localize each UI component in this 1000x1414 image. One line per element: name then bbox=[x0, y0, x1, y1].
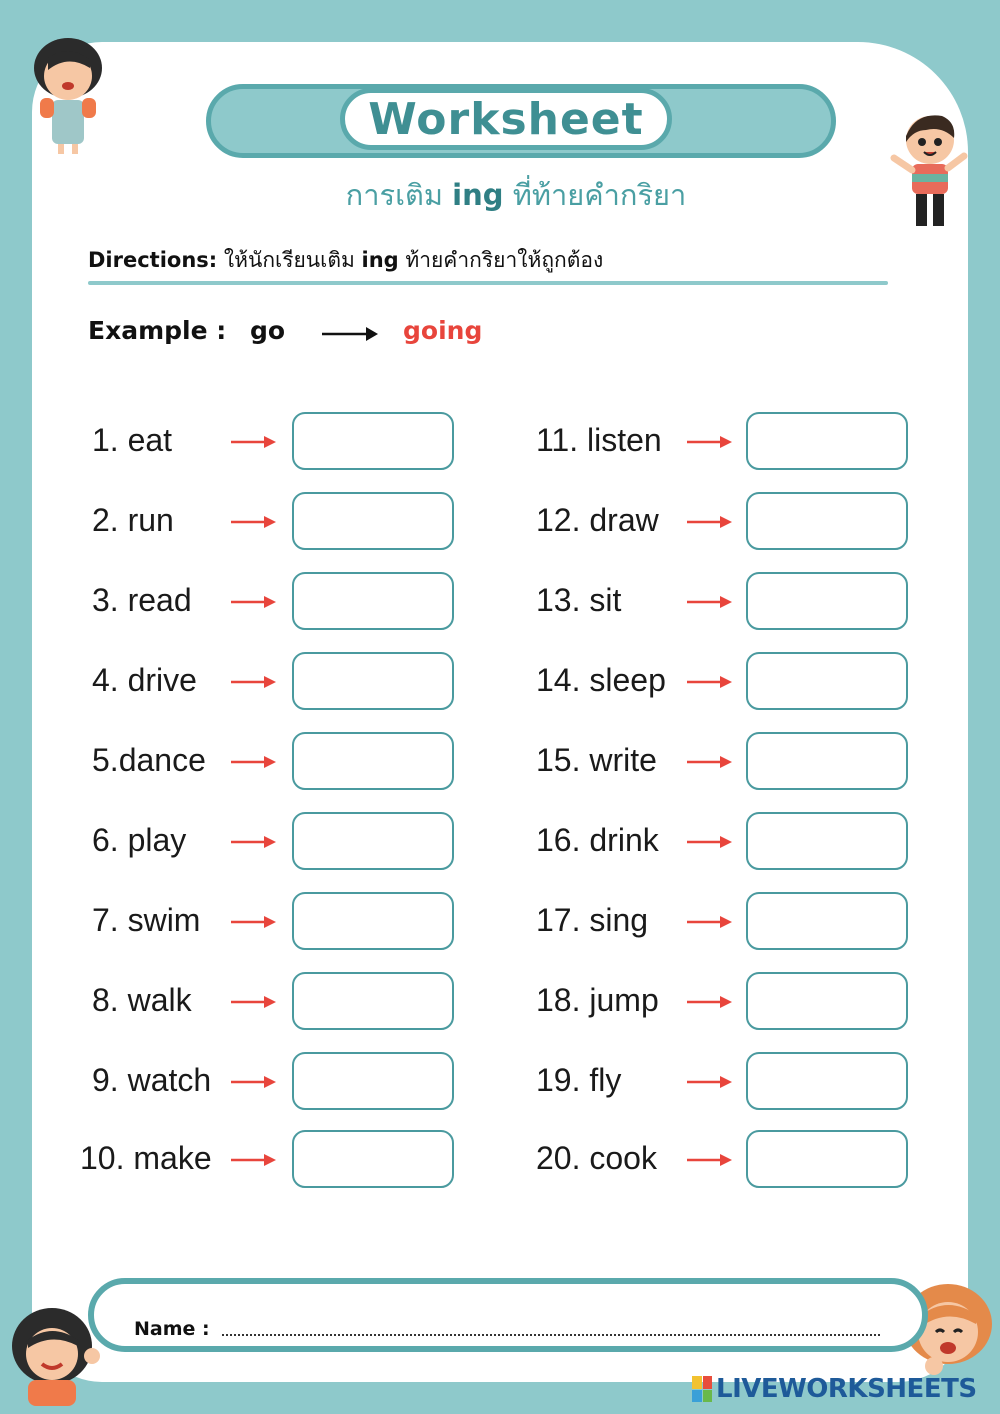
title-badge bbox=[340, 88, 672, 150]
answer-box[interactable] bbox=[746, 972, 908, 1030]
subtitle-pre: การเติม bbox=[345, 178, 453, 212]
exercise-word: 11. listen bbox=[536, 422, 662, 458]
exercise-word: 10. make bbox=[80, 1140, 212, 1176]
answer-box[interactable] bbox=[746, 1130, 908, 1188]
exercise-word: 19. fly bbox=[536, 1062, 622, 1098]
crying-girl-illustration bbox=[18, 28, 118, 158]
answer-box[interactable] bbox=[746, 412, 908, 470]
arrow-right-icon bbox=[320, 324, 380, 344]
arrow-right-icon bbox=[686, 514, 734, 530]
arrow-right-icon bbox=[686, 754, 734, 770]
answer-box[interactable] bbox=[746, 732, 908, 790]
logo-mark-icon bbox=[692, 1376, 712, 1402]
exercise-word: 8. walk bbox=[92, 982, 192, 1018]
exercise-word: 13. sit bbox=[536, 582, 622, 618]
answer-box[interactable] bbox=[746, 492, 908, 550]
arrow-right-icon bbox=[686, 1152, 734, 1168]
exercise-word: 7. swim bbox=[92, 902, 201, 938]
exercise-item bbox=[0, 1130, 1000, 1190]
exercise-item bbox=[0, 892, 1000, 952]
exercise-item bbox=[0, 732, 1000, 792]
example-answer: going bbox=[403, 316, 483, 345]
exercise-word: 20. cook bbox=[536, 1140, 657, 1176]
answer-box[interactable] bbox=[746, 572, 908, 630]
subtitle bbox=[0, 172, 1000, 218]
exercise-word: 3. read bbox=[92, 582, 192, 618]
arrow-right-icon bbox=[686, 1074, 734, 1090]
directions bbox=[88, 244, 603, 277]
arrow-right-icon bbox=[686, 834, 734, 850]
exercise-item bbox=[0, 652, 1000, 712]
exercise-item bbox=[0, 812, 1000, 872]
exercise-word: 16. drink bbox=[536, 822, 659, 858]
answer-box[interactable] bbox=[746, 892, 908, 950]
liveworksheets-logo bbox=[692, 1374, 977, 1404]
answer-box[interactable] bbox=[746, 652, 908, 710]
page-title: Worksheet bbox=[368, 93, 644, 145]
example-row bbox=[88, 316, 588, 352]
name-label: Name : bbox=[134, 1318, 210, 1340]
answer-box[interactable] bbox=[746, 1052, 908, 1110]
exercise-word: 5.dance bbox=[92, 742, 206, 778]
exercise-item bbox=[0, 1052, 1000, 1112]
directions-text-pre: ให้นักเรียนเติม bbox=[217, 248, 362, 272]
subtitle-post: ที่ท้ายคำกริยา bbox=[503, 178, 687, 212]
exercise-item bbox=[0, 572, 1000, 632]
answer-box[interactable] bbox=[746, 812, 908, 870]
exercise-word: 14. sleep bbox=[536, 662, 666, 698]
exercise-word: 15. write bbox=[536, 742, 657, 778]
example-word: go bbox=[250, 316, 286, 345]
exercise-word: 6. play bbox=[92, 822, 187, 858]
arrow-right-icon bbox=[686, 434, 734, 450]
arrow-right-icon bbox=[686, 674, 734, 690]
exercise-word: 1. eat bbox=[92, 422, 173, 458]
directions-keyword: ing bbox=[361, 248, 399, 272]
divider bbox=[88, 281, 888, 285]
exercise-word: 12. draw bbox=[536, 502, 659, 538]
exercise-word: 17. sing bbox=[536, 902, 649, 938]
exercise-item bbox=[0, 972, 1000, 1032]
arrow-right-icon bbox=[686, 914, 734, 930]
exercise-word: 2. run bbox=[92, 502, 174, 538]
subtitle-keyword: ing bbox=[452, 178, 504, 212]
arrow-right-icon bbox=[686, 594, 734, 610]
exercise-item bbox=[0, 412, 1000, 472]
example-label: Example : bbox=[88, 316, 227, 345]
name-input-line[interactable] bbox=[222, 1334, 880, 1336]
exercise-word: 4. drive bbox=[92, 662, 197, 698]
directions-label: Directions: bbox=[88, 248, 218, 272]
logo-text: LIVEWORKSHEETS bbox=[716, 1374, 977, 1404]
arrow-right-icon bbox=[686, 994, 734, 1010]
exercise-word: 18. jump bbox=[536, 982, 659, 1018]
exercise-word: 9. watch bbox=[92, 1062, 212, 1098]
exercise-item bbox=[0, 492, 1000, 552]
name-bar bbox=[88, 1278, 928, 1352]
directions-text-post: ท้ายคำกริยาให้ถูกต้อง bbox=[398, 248, 604, 272]
